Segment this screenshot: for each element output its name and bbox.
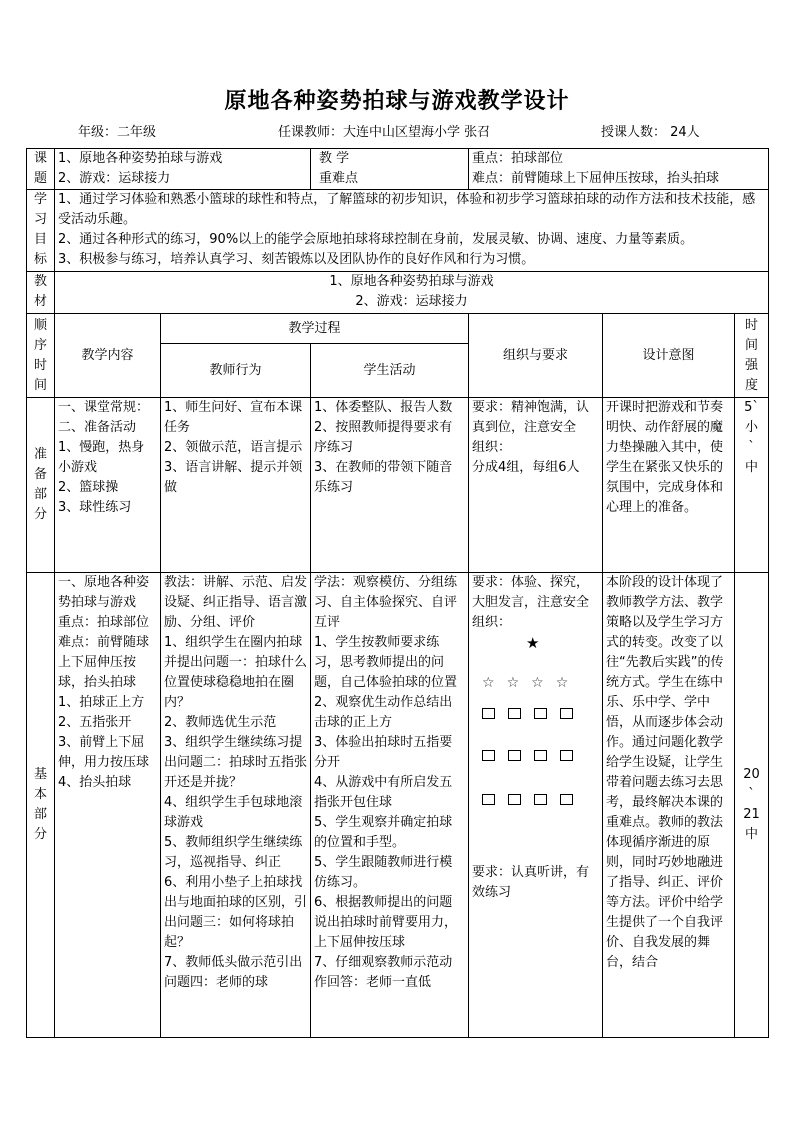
prep-intent: 开课时把游戏和节奏明快、动作舒展的魔力垫操融入其中，使学生在紧张又快乐的氛围中，完成身体和心理上的准备。 (603, 398, 735, 573)
ball-square-icon (560, 750, 573, 761)
prep-student: 1、体委整队、报告人数 2、按照教师提得要求有序练习 3、在教师的带领下随音乐练习 (311, 398, 469, 573)
basic-org-listen: 要求：认真听讲，有效练习 (472, 865, 590, 900)
header-row-1 (27, 314, 769, 344)
learning-goals: 1、通过学习体验和熟悉小篮球的球性和特点，了解篮球的初步知识，体验和初步学习篮球拍球的动作方法和技术技能，感受活动乐趣。 2、通过各种形式的练习，90%以上的能学会原地拍球将球控制在身前，发展灵敏、协调、速度、力量等素质。 3、积极参与练习，培养认真学习、刻苦锻炼以及团队协作的良好作风和行为习惯。 (55, 190, 769, 272)
process-header: 教学过程 (161, 314, 469, 344)
basic-time: 20 ` 21 中 (735, 573, 769, 1038)
prep-time: 5` 小 ` 中 (735, 398, 769, 573)
prep-content: 一、课堂常规： 二、准备活动 1、慢跑，热身小游戏 2、篮球操 3、球性练习 (55, 398, 161, 573)
basic-org-requirements: 要求：体验、探究，大胆发言，注意安全 组织： (472, 575, 590, 630)
org-header: 组织与要求 (469, 314, 603, 398)
ball-square-icon (482, 708, 495, 719)
prep-label: 准 备 部 分 (27, 398, 55, 573)
ball-square-icon (508, 708, 521, 719)
prep-row (27, 398, 769, 573)
ball-square-icon (508, 750, 521, 761)
ball-square-icon (560, 794, 573, 805)
course-topics: 1、原地各种姿势拍球与游戏 2、游戏：运球接力 (55, 149, 311, 190)
content-header: 教学内容 (55, 314, 161, 398)
grade-info: 年级：二年级 (78, 125, 157, 140)
key-points-label: 教 学 重难点 (311, 149, 469, 190)
time-intensity-header: 时 间 强 度 (735, 314, 769, 398)
prep-teacher: 1、师生问好、宣布本课任务 2、领做示范，语言提示 3、语言讲解、提示并领做 (161, 398, 311, 573)
basic-row (27, 573, 769, 1038)
basic-org (469, 573, 603, 1038)
ball-square-icon (534, 708, 547, 719)
ball-square-icon (534, 794, 547, 805)
basic-intent: 本阶段的设计体现了教师教学方法、教学策略以及学生学习方式的转变。改变了以往“先教后实践”的传统方式。学生在练中乐、乐中学、学中悟，从而逐步体会动作。通过问题化教学给学生设疑，让学生带着问题去练习去思考，最终解决本课的重难点。教师的教法体现循序渐进的原则，同时巧妙地融进了指导、纠正、评价等方法。评价中给学生提供了一个自我评价、自我发展的舞台，结合 (603, 573, 735, 1038)
basic-label: 基 本 部 分 (27, 573, 55, 1038)
material-content: 1、原地各种姿势拍球与游戏 2、游戏：运球接力 (55, 272, 769, 314)
course-label: 课 题 (27, 149, 55, 190)
key-points: 重点：拍球部位 难点：前臂随球上下屈伸压按球，抬头拍球 (469, 149, 769, 190)
prep-org: 要求：精神饱满，认真到位，注意安全 组织： 分成4组，每组6人 (469, 398, 603, 573)
basic-student: 学法：观察模仿、分组练习、自主体验探究、自评互评 1、学生按教师要求练习，思考教师提出的问题，自己体验拍球的位置 2、观察优生动作总结出击球的正上方 3、体验出拍球时五指要分开 4、从游戏中有所启发五指张开包住球 5、学生观察并确定拍球的位置和手型。 5、学生跟随教师进行模仿练习。 6、根据教师提出的问题说出拍球时前臂要用力，上下屈伸按压球 7、仔细观察教师示范动作回答：老师一直低 (311, 573, 469, 1038)
page-title: 原地各种姿势拍球与游戏教学设计 (224, 88, 570, 114)
formation-row-3 (482, 747, 586, 767)
formation-row-4 (482, 791, 586, 811)
ball-square-icon (508, 794, 521, 805)
basic-content: 一、原地各种姿势拍球与游戏 重点：拍球部位 难点：前臂随球上下屈伸压按球，抬头拍球 1、拍球正上方 2、五指张开 3、前臂上下屈伸，用力按压球 4、抬头拍球 (55, 573, 161, 1038)
goals-row (27, 190, 769, 272)
teacher-star-icon: ★ (526, 634, 540, 652)
basic-teacher: 教法：讲解、示范、启发设疑、纠正指导、语言激励、分组、评价 1、组织学生在圈内拍球并提出问题一：拍球什么位置使球稳稳地拍在圈内？ 2、教师选优生示范 3、组织学生继续练习提出问题二：拍球时五指张开还是并拢？ 4、组织学生手包球地滚球游戏 5、教师组织学生继续练习，巡视指导、纠正 6、利用小垫子上拍球找出与地面拍球的区别，引出问题三：如何将球拍起？ 7、教师低头做示范引出问题四：老师的球 (161, 573, 311, 1038)
formation-row-2 (482, 705, 586, 725)
material-row (27, 272, 769, 314)
ball-square-icon (482, 750, 495, 761)
order-time-header: 顺 序 时 间 (27, 314, 55, 398)
material-label: 教 材 (27, 272, 55, 314)
course-row (27, 149, 769, 190)
goals-label: 学 习 目 标 (27, 190, 55, 272)
lesson-plan-table (26, 148, 769, 1038)
ball-square-icon (560, 708, 573, 719)
student-header: 学生活动 (311, 344, 469, 398)
intent-header: 设计意图 (603, 314, 735, 398)
formation-row-1: ☆☆☆☆ (482, 675, 581, 691)
formation-diagram (472, 633, 599, 823)
student-count: 授课人数： 24人 (601, 125, 700, 140)
teacher-header: 教师行为 (161, 344, 311, 398)
teacher-info: 任课教师：大连中山区望海小学 张召 (278, 125, 491, 140)
ball-square-icon (534, 750, 547, 761)
ball-square-icon (482, 794, 495, 805)
